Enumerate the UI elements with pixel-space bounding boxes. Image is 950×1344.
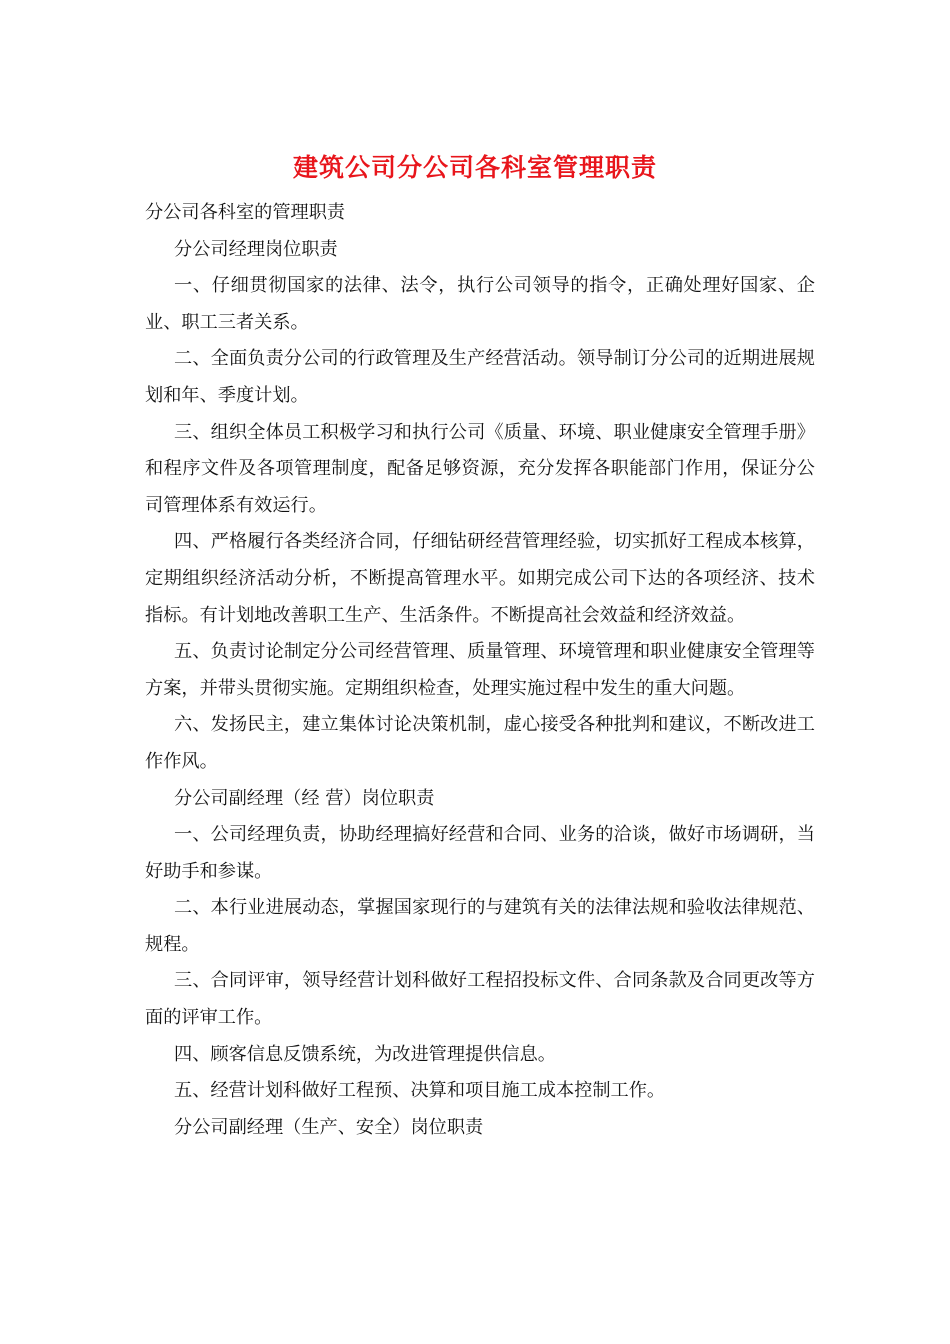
paragraph: 六、发扬民主，建立集体讨论决策机制，虚心接受各种批判和建议，不断改进工作作风。	[145, 714, 815, 772]
document-body	[145, 195, 815, 1146]
paragraph: 二、全面负责分公司的行政管理及生产经营活动。领导制订分公司的近期进展规划和年、季度计划。	[145, 348, 815, 406]
paragraph: 二、本行业进展动态，掌握国家现行的与建筑有关的法律法规和验收法律规范、规程。	[145, 897, 815, 955]
paragraph: 三、组织全体员工积极学习和执行公司《质量、环境、职业健康安全管理手册》和程序文件及各项管理制度，配备足够资源，充分发挥各职能部门作用，保证分公司管理体系有效运行。	[145, 421, 815, 516]
paragraph: 分公司各科室的管理职责	[145, 202, 346, 223]
paragraph: 一、仔细贯彻国家的法律、法令，执行公司领导的指令，正确处理好国家、企业、职工三者关系。	[145, 275, 815, 333]
paragraph: 一、公司经理负责，协助经理搞好经营和合同、业务的洽谈，做好市场调研，当好助手和参谋。	[145, 824, 815, 882]
section-heading: 分公司副经理（生产、安全）岗位职责	[174, 1116, 484, 1138]
paragraph: 三、合同评审，领导经营计划科做好工程招投标文件、合同条款及合同更改等方面的评审工作。	[145, 970, 815, 1029]
paragraph: 四、严格履行各类经济合同，仔细钻研经营管理经验，切实抓好工程成本核算，定期组织经济活动分析，不断提高管理水平。如期完成公司下达的各项经济、技术指标。有计划地改善职工生产、生活条件。不断提高社会效益和经济效益。	[145, 531, 815, 626]
section-heading: 分公司副经理（经 营）岗位职责	[174, 787, 435, 809]
paragraph: 五、经营计划科做好工程预、决算和项目施工成本控制工作。	[174, 1080, 666, 1102]
paragraph: 五、负责讨论制定分公司经营管理、质量管理、环境管理和职业健康安全管理等方案，并带头贯彻实施。定期组织检查，处理实施过程中发生的重大问题。	[145, 641, 815, 699]
paragraph: 分公司经理岗位职责	[174, 238, 338, 260]
paragraph: 四、顾客信息反馈系统，为改进管理提供信息。	[174, 1043, 556, 1065]
document-title: 建筑公司分公司各科室管理职责	[292, 153, 657, 182]
